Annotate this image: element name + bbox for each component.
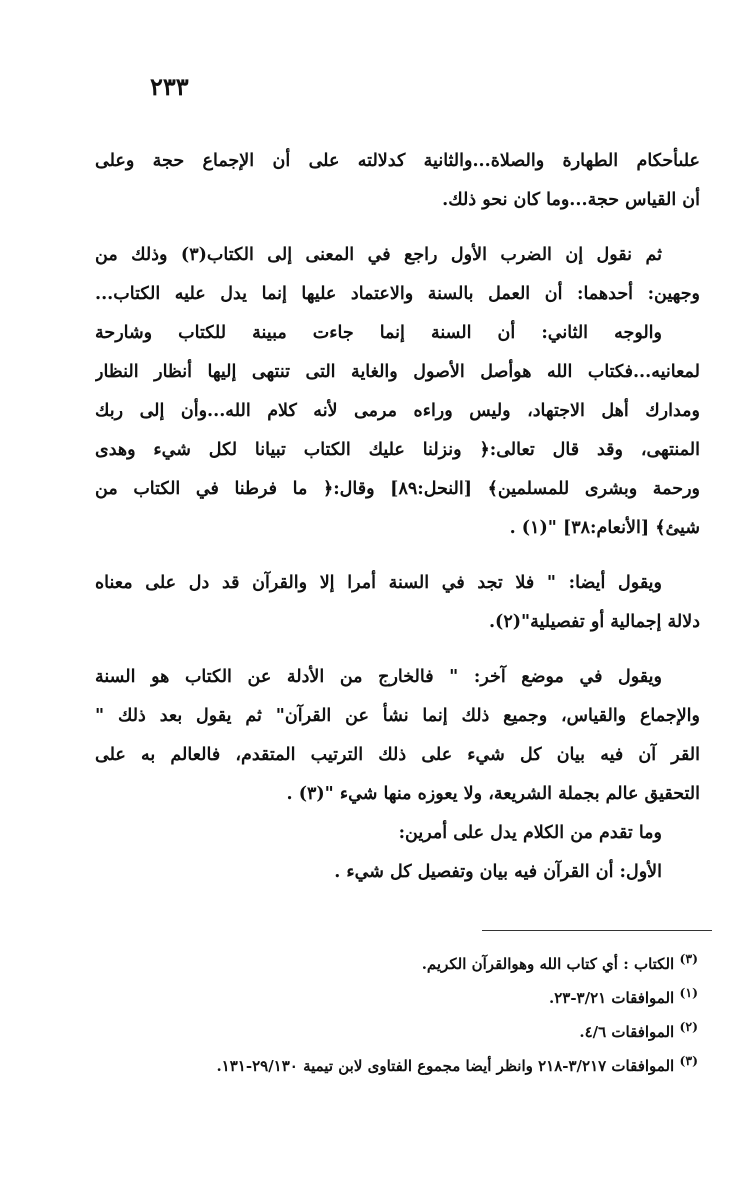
text-line: والإجماع والقياس، وجميع ذلك إنما نشأ عن القرآن" ثم يقول بعد ذلك " — [95, 706, 700, 726]
text-line: وما تقدم من الكلام يدل على أمرين: — [398, 823, 662, 843]
text-line: ثم نقول إن الضرب الأول راجع في المعنى إلى الكتاب(٣) وذلك من — [95, 245, 662, 265]
page-number: ٢٣٣ — [150, 72, 189, 101]
text-line: ويقول أيضا: " فلا تجد في السنة أمرا إلا والقرآن قد دل على معناه — [95, 573, 662, 593]
text-line: دلالة إجمالية أو تفصيلية"(٢). — [488, 612, 700, 632]
text-line: ويقول في موضع آخر: " فالخارج من الأدلة عن الكتاب هو السنة — [95, 667, 662, 687]
footnote-divider — [482, 930, 712, 931]
text-line: الأول: أن القرآن فيه بيان وتفصيل كل شيء . — [334, 862, 662, 882]
footnote-text: الكتاب : أي كتاب الله وهوالقرآن الكريم. — [421, 955, 675, 973]
footnote-text: الموافقات ٤/٦. — [579, 1023, 675, 1041]
text-line: شيئ﴾ [الأنعام:٣٨] "(١) . — [509, 518, 700, 538]
footnote — [95, 1044, 700, 1078]
text-line: ورحمة وبشرى للمسلمين﴾ [النحل:٨٩] وقال:﴿ ما فرطنا في الكتاب من — [95, 479, 700, 499]
footnote-marker: (٢) — [679, 1019, 698, 1034]
text-line: ومدارك أهل الاجتهاد، وليس وراءه مرمى لأنه كلام الله...وأن إلى ربك — [95, 401, 700, 421]
footnote-text: الموافقات ٣/٢١٧-٢١٨ وانظر أيضا مجموع الفتاوى لابن تيمية ٢٩/١٣٠-١٣١. — [216, 1057, 675, 1075]
footnote — [95, 1010, 700, 1044]
body-text — [95, 142, 700, 892]
text-line: المنتهى، وقد قال تعالى:﴿ ونزلنا عليك الكتاب تبيانا لكل شيء وهدى — [95, 440, 700, 460]
footnote-marker: (٣) — [679, 1053, 698, 1068]
footnote-marker: (١) — [679, 985, 698, 1000]
text-line: لمعانيه...فكتاب الله هوأصل الأصول والغاية التى تنتهى إليها أنظار النظار — [95, 362, 700, 382]
footnote-marker: (٣) — [679, 951, 698, 966]
footnote — [95, 976, 700, 1010]
footnote — [95, 942, 700, 976]
text-line: والوجه الثاني: أن السنة إنما جاءت مبينة للكتاب وشارحة — [95, 323, 662, 343]
footnote-text: الموافقات ٣/٢١-٢٣. — [548, 989, 675, 1007]
text-line: القر آن فيه بيان كل شيء على ذلك الترتيب المتقدم، فالعالم به على — [95, 745, 700, 765]
text-line: علىأحكام الطهارة والصلاة...والثانية كدلالته على أن الإجماع حجة وعلى — [95, 151, 700, 171]
text-line: التحقيق عالم بجملة الشريعة، ولا يعوزه منها شيء "(٣) . — [286, 784, 700, 804]
text-line: وجهين: أحدهما: أن العمل بالسنة والاعتماد عليها إنما يدل عليه الكتاب... — [95, 284, 700, 304]
text-line: أن القياس حجة...وما كان نحو ذلك. — [442, 190, 700, 210]
footnotes — [95, 942, 700, 1078]
